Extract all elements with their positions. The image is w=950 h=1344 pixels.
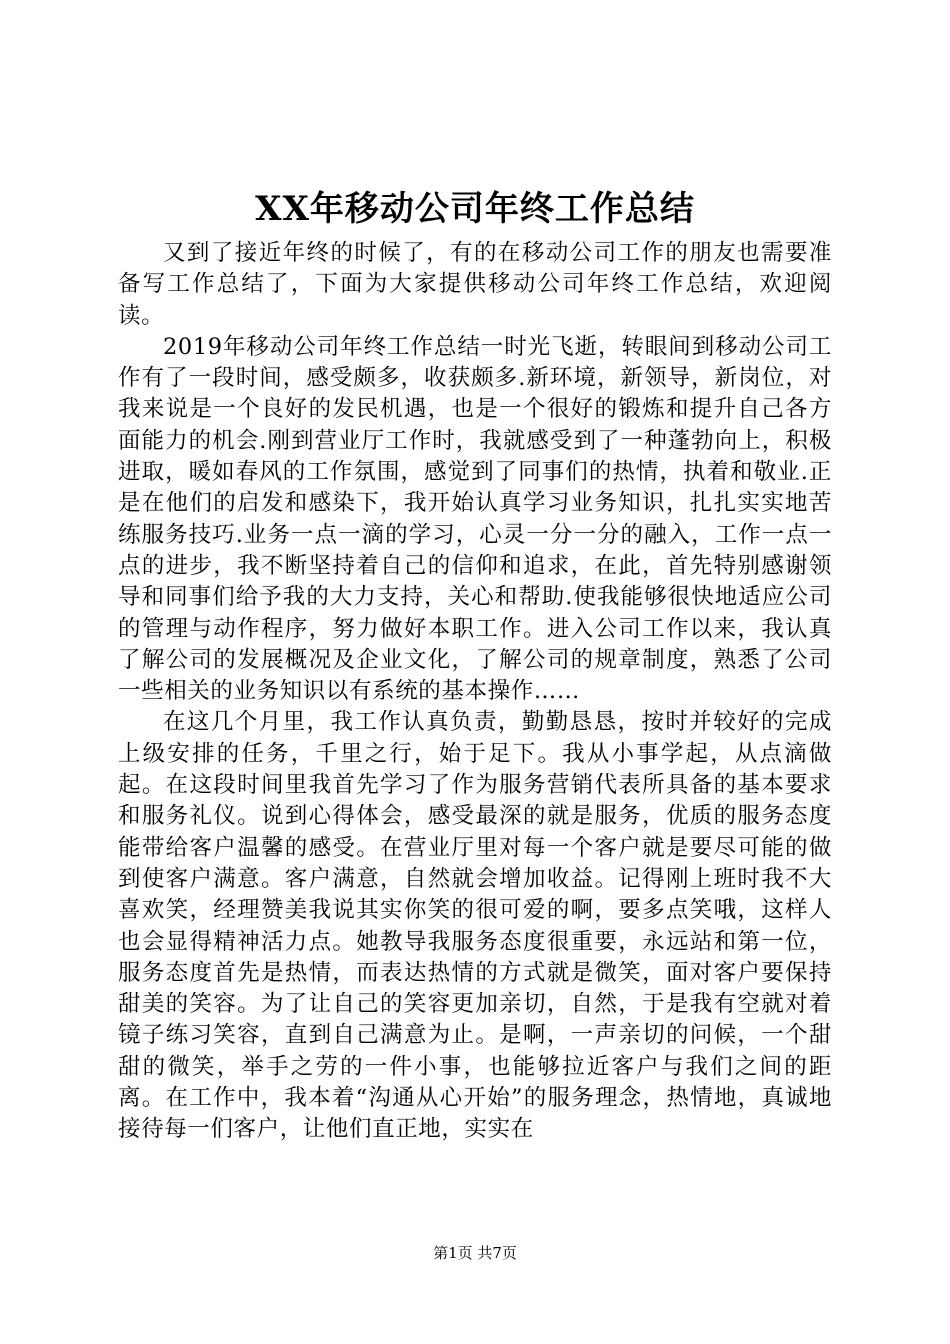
paragraph-work-details: 在这几个月里，我工作认真负责，勤勤恳恳，按时并较好的完成上级安排的任务，千里之行，始于足下。我从小事学起，从点滴做起。在这段时间里我首先学习了作为服务营销代表所具备的基本要求和服务礼仪。说到心得体会，感受最深的就是服务，优质的服务态度能带给客户温馨的感受。在营业厅里对每一个客户就是要尽可能的做到使客户满意。客户满意，自然就会增加收益。记得刚上班时我不大喜欢笑，经理赞美我说其实你笑的很可爱的啊，要多点笑哦，这样人也会显得精神活力点。她教导我服务态度很重要，永远站和第一位，服务态度首先是热情，而表达热情的方式就是微笑，面对客户要保持甜美的笑容。为了让自己的笑容更加亲切，自然，于是我有空就对着镜子练习笑容，直到自己满意为止。是啊，一声亲切的问候，一个甜甜的微笑，举手之劳的一件小事，也能够拉近客户与我们之间的距离。在工作中，我本着“沟通从心开始”的服务理念，热情地，真诚地接待每一们客户，让他们直正地，实实在	[118, 709, 832, 1143]
paragraph-summary: 2019年移动公司年终工作总结一时光飞逝，转眼间到移动公司工作有了一段时间，感受颇多，收获颇多.新环境，新领导，新岗位，对我来说是一个良好的发民机遇，也是一个很好的锻炼和提升自己各方面能力的机会.刚到营业厅工作时，我就感受到了一种蓬勃向上，积极进取，暖如春风的工作氛围，感觉到了同事们的热情，执着和敬业.正是在他们的启发和感染下，我开始认真学习业务知识，扎扎实实地苦练服务技巧.业务一点一滴的学习，心灵一分一分的融入，工作一点一点的进步，我不断坚持着自己的信仰和追求，在此，首先特别感谢领导和同事们给予我的大力支持，关心和帮助.使我能够很快地适应公司的管理与动作程序，努力做好本职工作。进入公司工作以来，我认真了解公司的发展概况及企业文化，了解公司的规章制度，熟悉了公司一些相关的业务知识以有系统的基本操作……	[118, 333, 832, 705]
document-body	[118, 238, 832, 1146]
paragraph-intro: 又到了接近年终的时候了，有的在移动公司工作的朋友也需要准备写工作总结了，下面为大家提供移动公司年终工作总结，欢迎阅读。	[118, 240, 832, 329]
page-number-footer: 第1页 共7页	[433, 1244, 517, 1262]
document-title: XX年移动公司年终工作总结	[255, 189, 695, 229]
